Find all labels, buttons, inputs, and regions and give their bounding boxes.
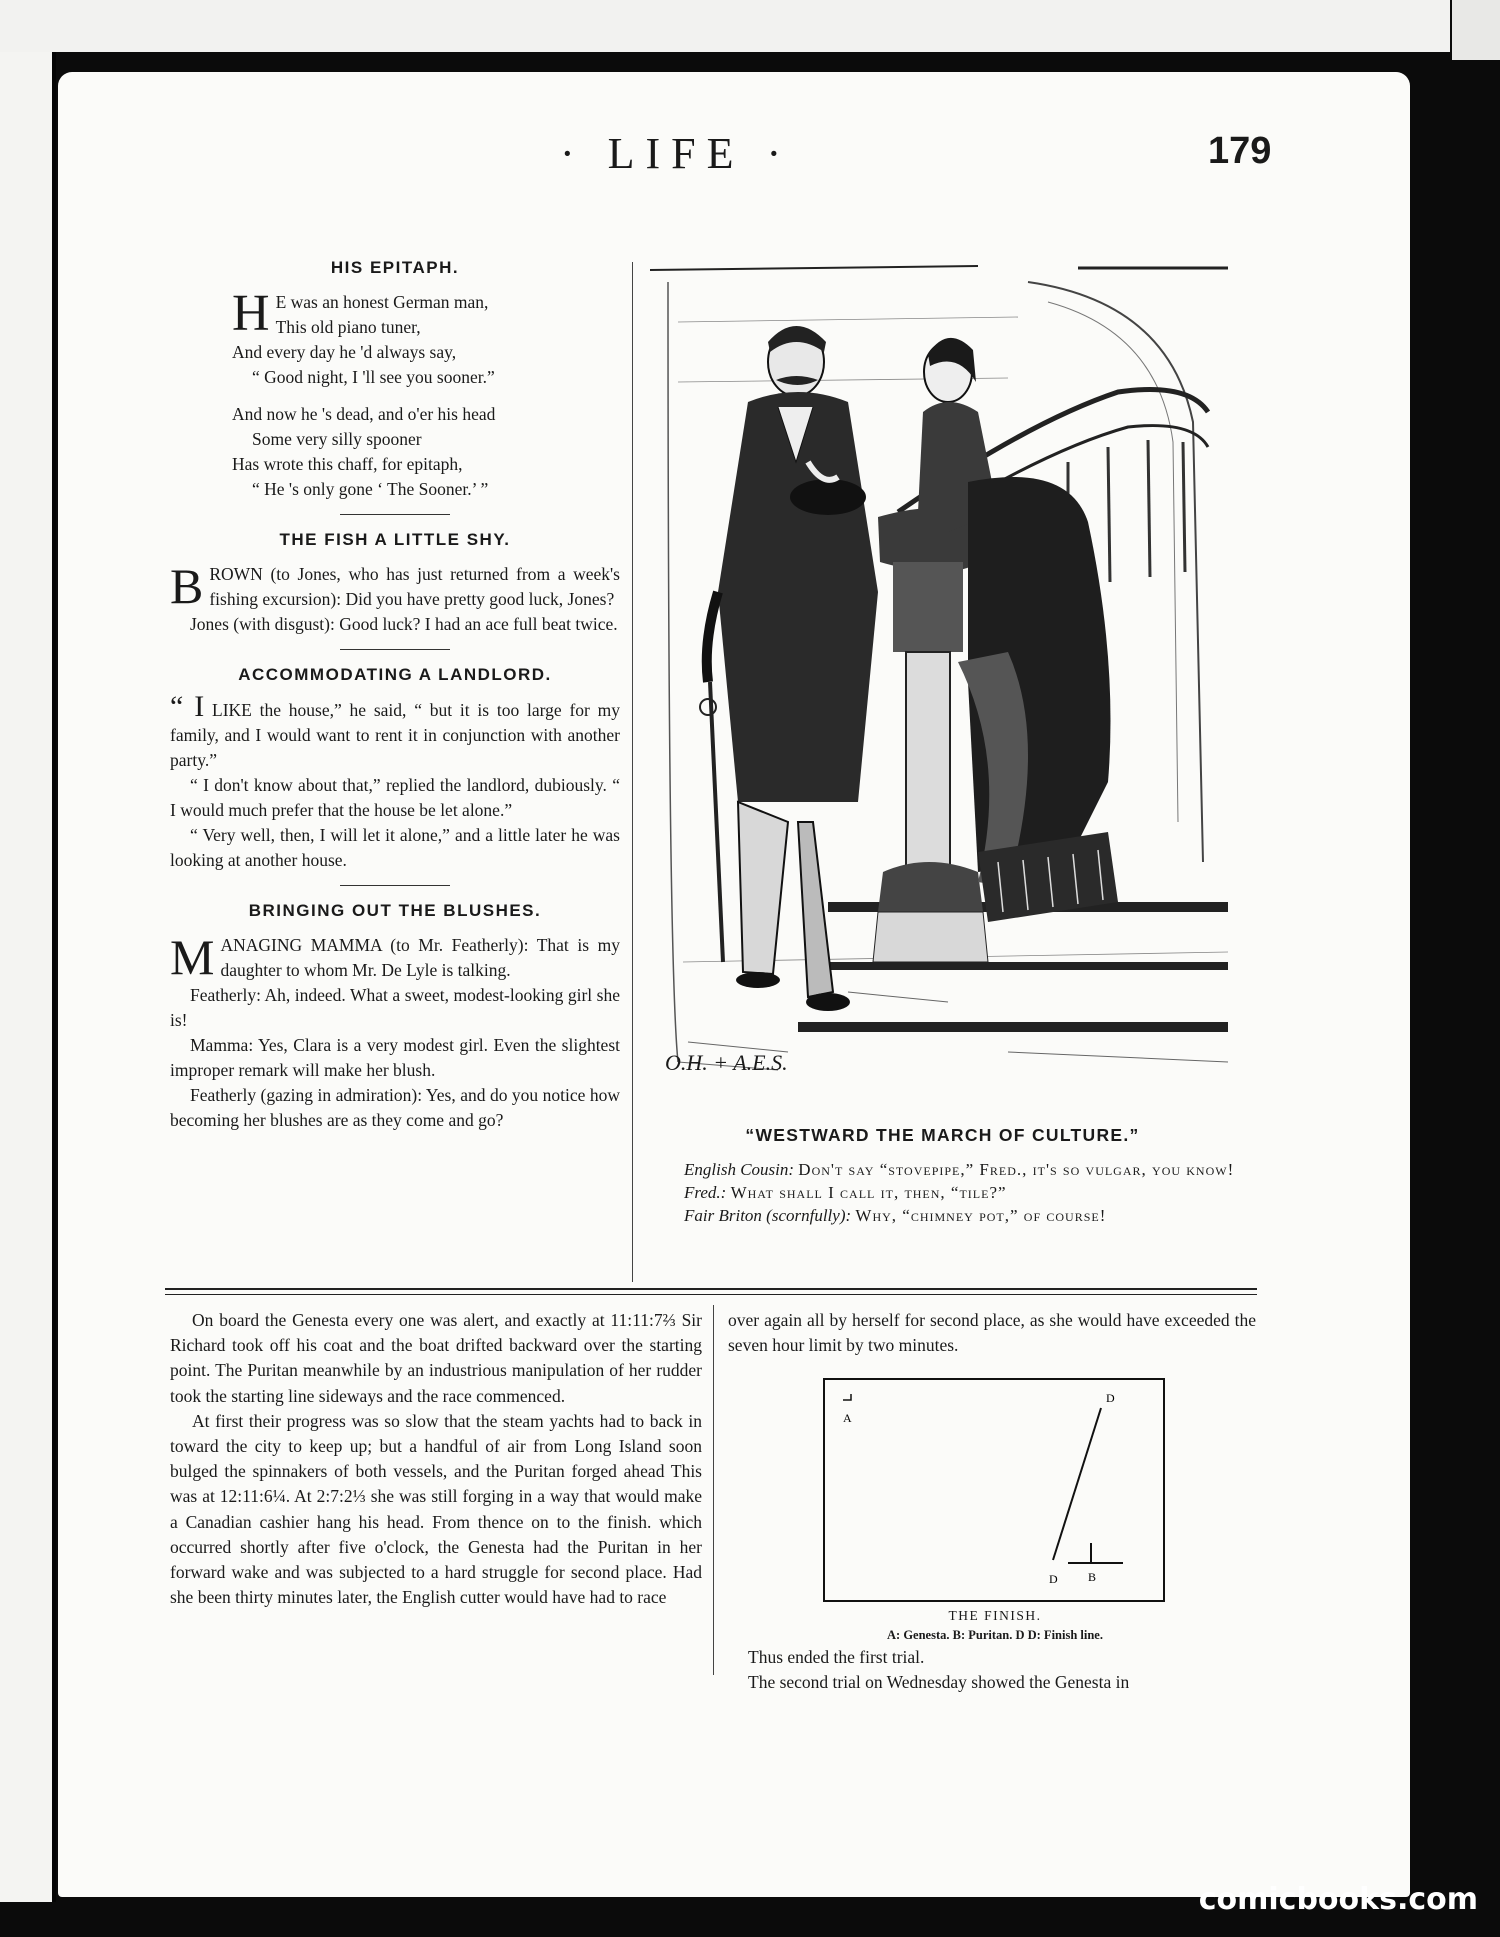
dialogue-line [650, 1158, 1240, 1181]
label-a: A [843, 1411, 852, 1425]
blushes-paragraph: Featherly (gazing in admiration): Yes, and do you notice how becoming her blushes are as they come and go? [170, 1085, 620, 1130]
diagram-title: THE FINISH. [948, 1608, 1042, 1623]
dialogue-line [650, 1204, 1240, 1227]
race-column-right-lower [748, 1645, 1256, 1695]
blushes-title: BRINGING OUT THE BLUSHES. [248, 901, 542, 920]
dialogue-line [650, 1181, 1240, 1204]
double-rule-top [165, 1288, 1257, 1290]
poem-line: This old piano tuner, [275, 317, 421, 337]
race-paragraph: over again all by herself for second place, as she would have exceeded the seven hour limit by two minutes. [728, 1310, 1256, 1356]
label-d-top: D [1106, 1391, 1115, 1405]
landlord-drop-cap: “ I [170, 690, 205, 723]
page-number: 179 [1208, 130, 1272, 172]
race-paragraph: The second trial on Wednesday showed the Genesta in [748, 1672, 1130, 1693]
section-divider [340, 649, 450, 650]
section-divider [340, 885, 450, 886]
cartoon-illustration [648, 262, 1236, 1077]
fish-title: THE FISH A LITTLE SHY. [279, 530, 511, 549]
poem-line: Has wrote this chaff, for epitaph, [232, 454, 463, 474]
race-paragraph: Thus ended the first trial. [748, 1647, 925, 1667]
race-paragraph: At first their progress was so slow that the steam yachts had to back in toward the city to keep up; but a handful of air from Long Island soon bulged the spinnakers of both vessels, and the Puritan forged ahead This was at 12:11:6¼. At 2:7:2⅓ she was still forging in a way that would make a Canadian cashier hang his head. From thence on to the finish. which occurred shortly after five o'clock, the Genesta had the Puritan in her forward wake and was subjected to a hard struggle for second place. Had she been thirty minutes later, the English cutter would have had to race [170, 1410, 702, 1608]
blushes-paragraph: ANAGING MAMMA (to Mr. Featherly): That is my daughter to whom Mr. De Lyle is talking. [220, 935, 620, 980]
double-rule-bottom [165, 1294, 1257, 1295]
label-d-bottom: D [1049, 1572, 1058, 1586]
blushes-paragraph: Featherly: Ah, indeed. What a sweet, modest-looking girl she is! [170, 985, 620, 1030]
poem-line: “ He 's only gone ‘ The Sooner.’ ” [252, 479, 489, 499]
column-rule [632, 262, 633, 1282]
landlord-text: LIKE the house,” he said, “ but it is too large for my family, and I would want to rent it in conjunction with another party.” [170, 700, 620, 770]
blushes-block [170, 933, 620, 983]
epitaph-drop-cap: H [232, 285, 270, 342]
speaker: English Cousin: [684, 1160, 795, 1179]
poem-line: “ Good night, I 'll see you sooner.” [252, 367, 495, 387]
landlord-paragraph: “ Very well, then, I will let it alone,” and a little later he was looking at another house. [170, 825, 620, 870]
previous-page-edge [0, 52, 56, 1902]
poem-line: Some very silly spooner [252, 429, 422, 449]
section-divider [340, 514, 450, 515]
watermark: comicbooks.com [1198, 1882, 1478, 1917]
cartoon-title: “WESTWARD THE MARCH OF CULTURE.” [745, 1125, 1140, 1145]
race-paragraph: On board the Genesta every one was alert, and exactly at 11:11:7⅔ Sir Richard took off his coat and the boat drifted backward over the starting point. The Puritan meanwhile by an industrious manipulation of her rudder took the starting line sideways and the race commenced. [170, 1310, 702, 1406]
label-b: B [1088, 1570, 1097, 1584]
poem-line: E was an honest German man, [275, 292, 489, 312]
scan-top-band [0, 0, 1450, 52]
epitaph-stanza-1 [232, 285, 620, 390]
landlord-paragraph: “ I don't know about that,” replied the landlord, dubiously. “ I would much prefer that the house be let alone.” [170, 775, 620, 820]
speaker: Fred.: [684, 1183, 727, 1202]
landlord-title: ACCOMMODATING A LANDLORD. [238, 665, 552, 684]
poem-line: And every day he 'd always say, [232, 342, 457, 362]
fish-paragraph: ROWN (to Jones, who has just returned from a week's fishing excursion): Did you have pretty good luck, Jones? [209, 564, 620, 609]
dialogue-text: Why, “chimney pot,” of course! [855, 1206, 1107, 1225]
stage-direction: (scornfully): [766, 1206, 852, 1225]
artist-signature: O.H. + A.E.S. [665, 1050, 788, 1075]
diagram-legend: A: Genesta. B: Puritan. D D: Finish line. [887, 1628, 1103, 1642]
dialogue-text: Don't say “stovepipe,” Fred., it's so vulgar, you know! [798, 1160, 1235, 1179]
blushes-paragraph: Mamma: Yes, Clara is a very modest girl. Even the slightest improper remark will make her blush. [170, 1035, 620, 1080]
epitaph-title: HIS EPITAPH. [330, 258, 460, 277]
poem-line: And now he 's dead, and o'er his head [232, 404, 496, 424]
landlord-paragraph [170, 690, 620, 773]
cartoon-dialogue [650, 1158, 1240, 1227]
blushes-drop-cap: M [170, 933, 215, 983]
race-column-right [728, 1308, 1256, 1358]
left-column [170, 255, 620, 1133]
scan-right-strip [1452, 0, 1500, 60]
finish-diagram [823, 1378, 1165, 1602]
fish-block [170, 562, 620, 612]
fish-drop-cap: B [170, 562, 204, 612]
fish-paragraph: Jones (with disgust): Good luck? I had an ace full beat twice. [190, 614, 618, 634]
masthead: · LIFE · [560, 129, 793, 178]
dialogue-text: What shall I call it, then, “tile?” [730, 1183, 1007, 1202]
epitaph-stanza-2 [232, 402, 620, 502]
race-column-left [170, 1308, 702, 1610]
speaker: Fair Briton [684, 1206, 762, 1225]
column-rule [713, 1305, 714, 1675]
